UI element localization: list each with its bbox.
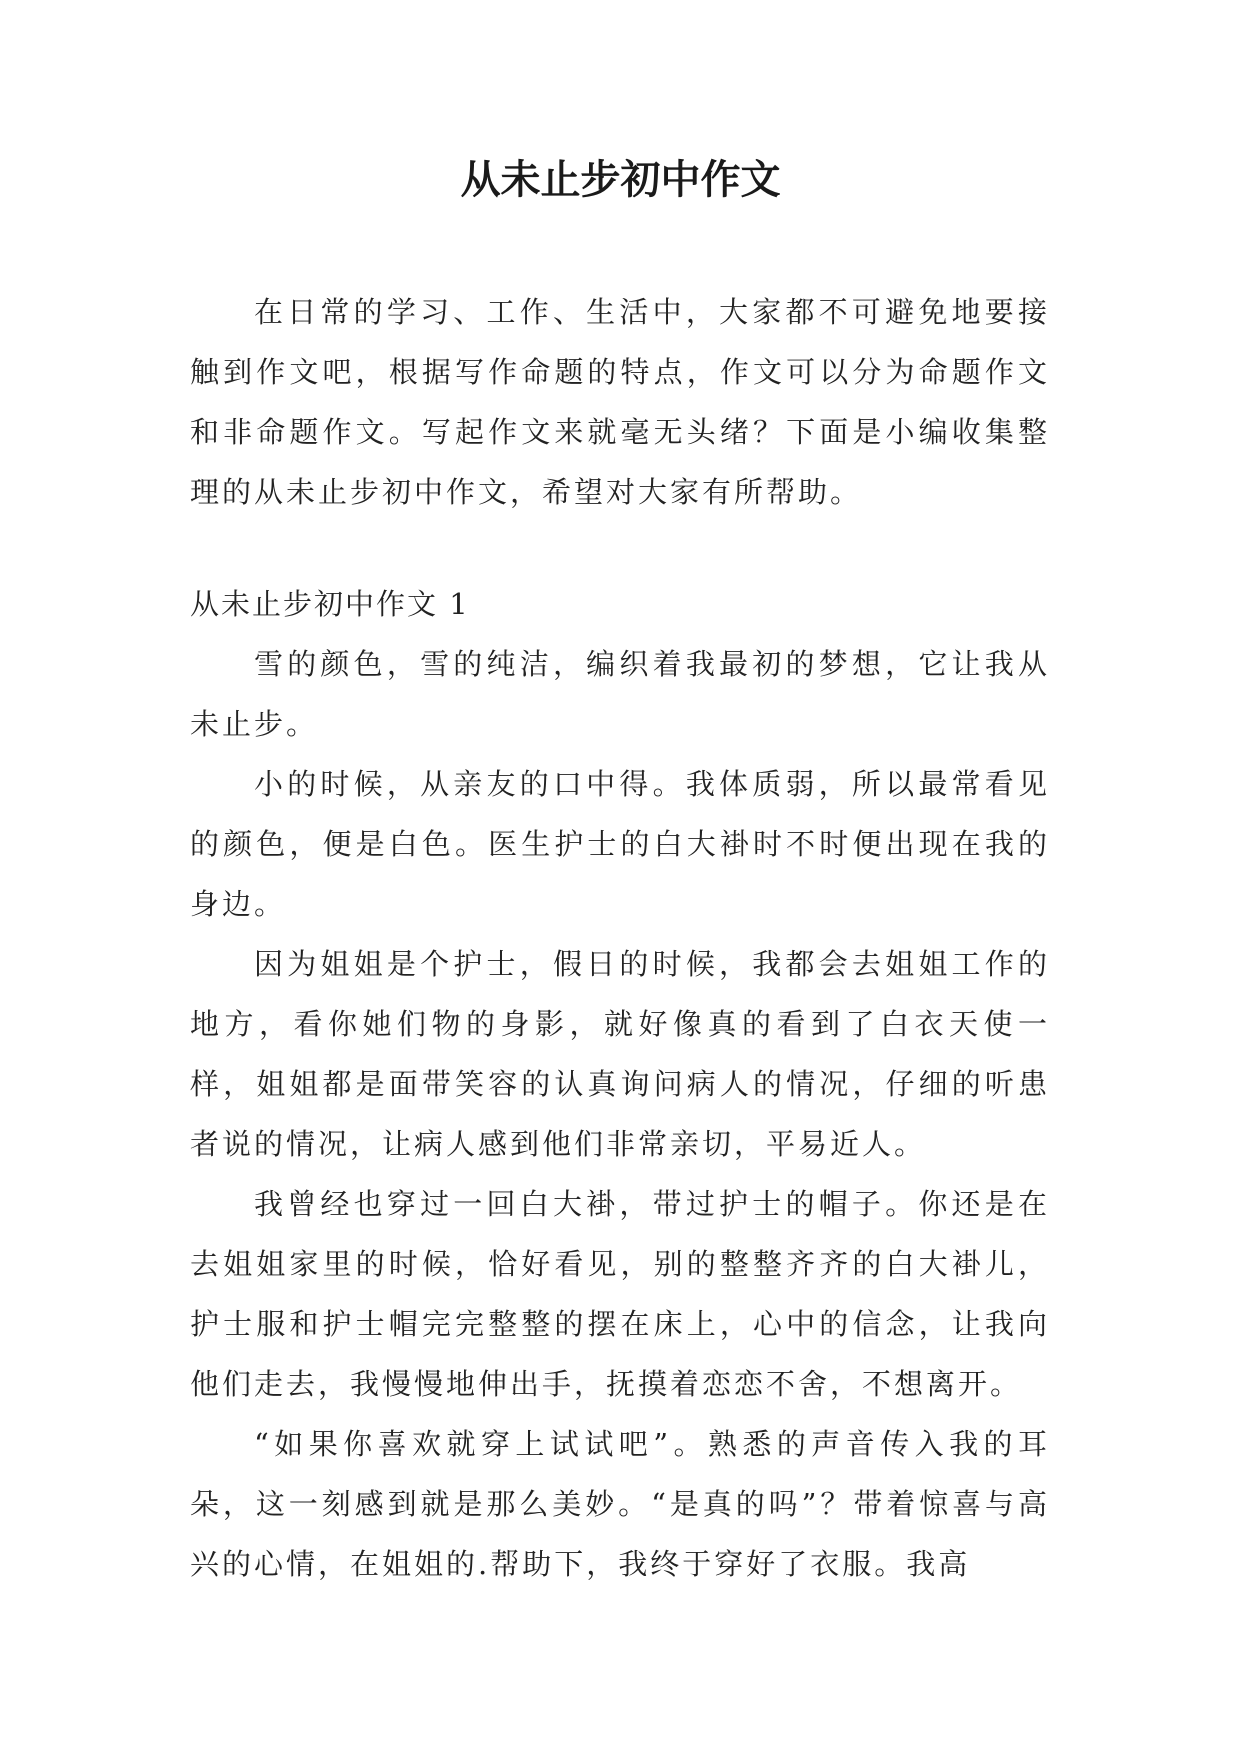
paragraph-4: 我曾经也穿过一回白大褂，带过护士的帽子。你还是在去姐姐家里的时候，恰好看见，别的整整齐齐的白大褂儿，护士服和护士帽完完整整的摆在床上，心中的信念，让我向他们走去，我慢慢地伸出手，抚摸着恋恋不舍，不想离开。 [190, 1187, 1050, 1401]
document-title: 从未止步初中作文 [460, 157, 781, 203]
paragraph-1: 雪的颜色，雪的纯洁，编织着我最初的梦想，它让我从未止步。 [190, 647, 1050, 741]
paragraph-5: “如果你喜欢就穿上试试吧”。熟悉的声音传入我的耳朵，这一刻感到就是那么美妙。“是真的吗”？带着惊喜与高兴的心情，在姐姐的.帮助下，我终于穿好了衣服。我高 [190, 1427, 1050, 1581]
paragraph-3: 因为姐姐是个护士，假日的时候，我都会去姐姐工作的地方，看你她们物的身影，就好像真的看到了白衣天使一样，姐姐都是面带笑容的认真询问病人的情况，仔细的听患者说的情况，让病人感到他们非常亲切，平易近人。 [190, 947, 1050, 1161]
intro-block [190, 282, 1050, 522]
section-heading: 从未止步初中作文 1 [190, 587, 470, 621]
essay-section [190, 574, 1050, 1594]
intro-paragraph: 在日常的学习、工作、生活中，大家都不可避免地要接触到作文吧，根据写作命题的特点，作文可以分为命题作文和非命题作文。写起作文来就毫无头绪？下面是小编收集整理的从未止步初中作文，希望对大家有所帮助。 [190, 295, 1050, 509]
paragraph-2: 小的时候，从亲友的口中得。我体质弱，所以最常看见的颜色，便是白色。医生护士的白大褂时不时便出现在我的身边。 [190, 767, 1050, 921]
